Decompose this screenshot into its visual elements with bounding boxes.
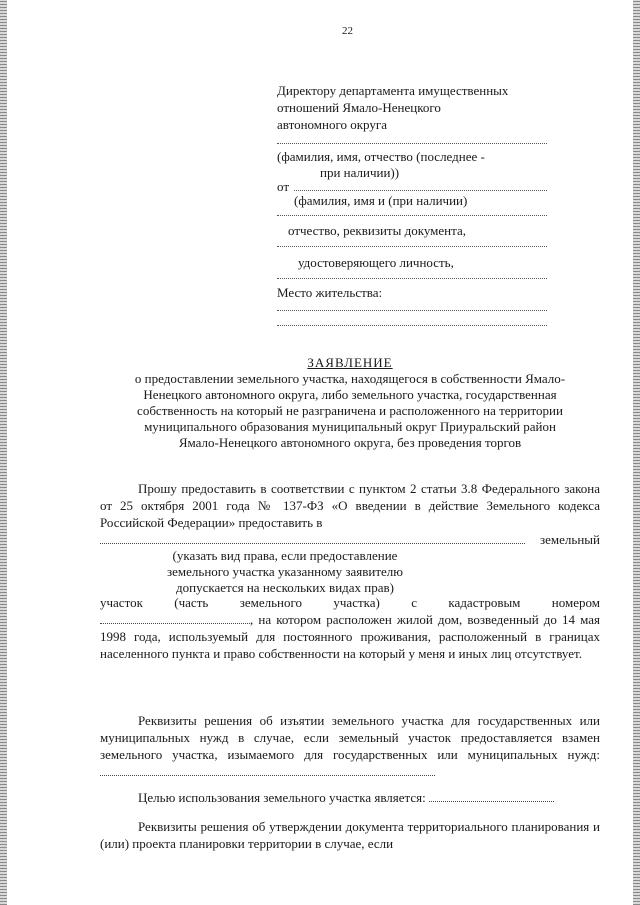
addressee-line-2: отношений Ямало-Ненецкого bbox=[277, 100, 441, 115]
from-label: от bbox=[277, 179, 290, 194]
parcel-line: участок (часть земельного участка) с кадастровым номером bbox=[100, 595, 600, 610]
seizure-details-field[interactable] bbox=[100, 764, 435, 776]
applicant-name-line[interactable] bbox=[277, 143, 547, 144]
right-hint-line-1: (указать вид права, если предоставление bbox=[172, 548, 398, 563]
right-hint-line-2: земельного участка указанному заявителю bbox=[167, 564, 403, 579]
scan-artifact: ~~ bbox=[0, 839, 13, 853]
subtitle-line-2: Ненецкого автономного округа, либо земельного участка, государственная bbox=[143, 387, 557, 402]
parcel-text: , на котором расположен жилой дом, возведенный до 14 мая 1998 года, используемый для постоянного проживания, расположенный в границах населенного пункта и право собственности на который у меня и иных лиц отсутствует. bbox=[100, 612, 600, 661]
residence-line-1[interactable] bbox=[277, 310, 547, 311]
seizure-text: Реквизиты решения об изъятии земельного участка для государственных или муниципальных нужд в случае, если земельный участок предоставляется взамен земельного участка, изымаемого для государственных или муниципальных нужд: bbox=[100, 713, 600, 762]
document-hint: отчество, реквизиты документа, bbox=[288, 223, 466, 238]
scan-edge-right bbox=[633, 0, 640, 905]
addressee-line-1: Директору департамента имущественных bbox=[277, 83, 509, 98]
right-type-hint bbox=[160, 548, 410, 596]
subtitle-line-4: муниципального образования муниципальный округ Приуральский район bbox=[144, 419, 556, 434]
purpose-paragraph bbox=[100, 789, 600, 806]
name-hint-2: при наличии)) bbox=[320, 165, 400, 180]
subtitle-line-5: Ямало-Ненецкого автономного округа, без проведения торгов bbox=[178, 435, 522, 450]
applicant-line-2[interactable] bbox=[277, 215, 547, 216]
residence-label: Место жительства: bbox=[277, 285, 383, 300]
statement-heading: ЗАЯВЛЕНИЕ bbox=[307, 355, 393, 370]
name-hint-1: (фамилия, имя, отчество (последнее - bbox=[277, 149, 485, 164]
request-paragraph bbox=[100, 480, 600, 531]
seizure-paragraph bbox=[100, 712, 600, 780]
planning-text: Реквизиты решения об утверждении документа территориального планирования и (или) проекта планировки территории в случае, если bbox=[100, 819, 600, 851]
planning-paragraph bbox=[100, 818, 600, 852]
scan-edge-left bbox=[0, 0, 7, 905]
applicant-line-4[interactable] bbox=[277, 278, 547, 279]
from-line[interactable] bbox=[294, 190, 547, 191]
subtitle-line-1: о предоставлении земельного участка, находящегося в собственности Ямало- bbox=[134, 371, 566, 386]
cadastral-number-field[interactable] bbox=[100, 612, 250, 624]
purpose-text: Целью использования земельного участка является: bbox=[138, 790, 426, 805]
statement-title-block bbox=[100, 355, 600, 451]
addressee-line-3: автономного округа bbox=[277, 117, 387, 132]
right-type-field[interactable] bbox=[100, 532, 525, 544]
request-tail: земельный bbox=[540, 532, 600, 547]
from-hint: (фамилия, имя и (при наличии) bbox=[294, 193, 468, 208]
right-hint-line-3: допускается на нескольких видах прав) bbox=[176, 580, 394, 595]
applicant-line-3[interactable] bbox=[277, 246, 547, 247]
page-number: 22 bbox=[342, 25, 353, 37]
residence-line-2[interactable] bbox=[277, 325, 547, 326]
purpose-field[interactable] bbox=[429, 790, 554, 802]
identity-hint: удостоверяющего личность, bbox=[298, 255, 454, 270]
right-type-row bbox=[100, 531, 600, 548]
request-text: Прошу предоставить в соответствии с пунктом 2 статьи 3.8 Федерального закона от 25 октября 2001 года № 137-ФЗ «О введении в действие Земельного кодекса Российской Федерации» предоставить в bbox=[100, 481, 600, 530]
subtitle-line-3: собственность на который не разграничена и расположенного на территории bbox=[137, 403, 563, 418]
parcel-paragraph bbox=[100, 611, 600, 662]
